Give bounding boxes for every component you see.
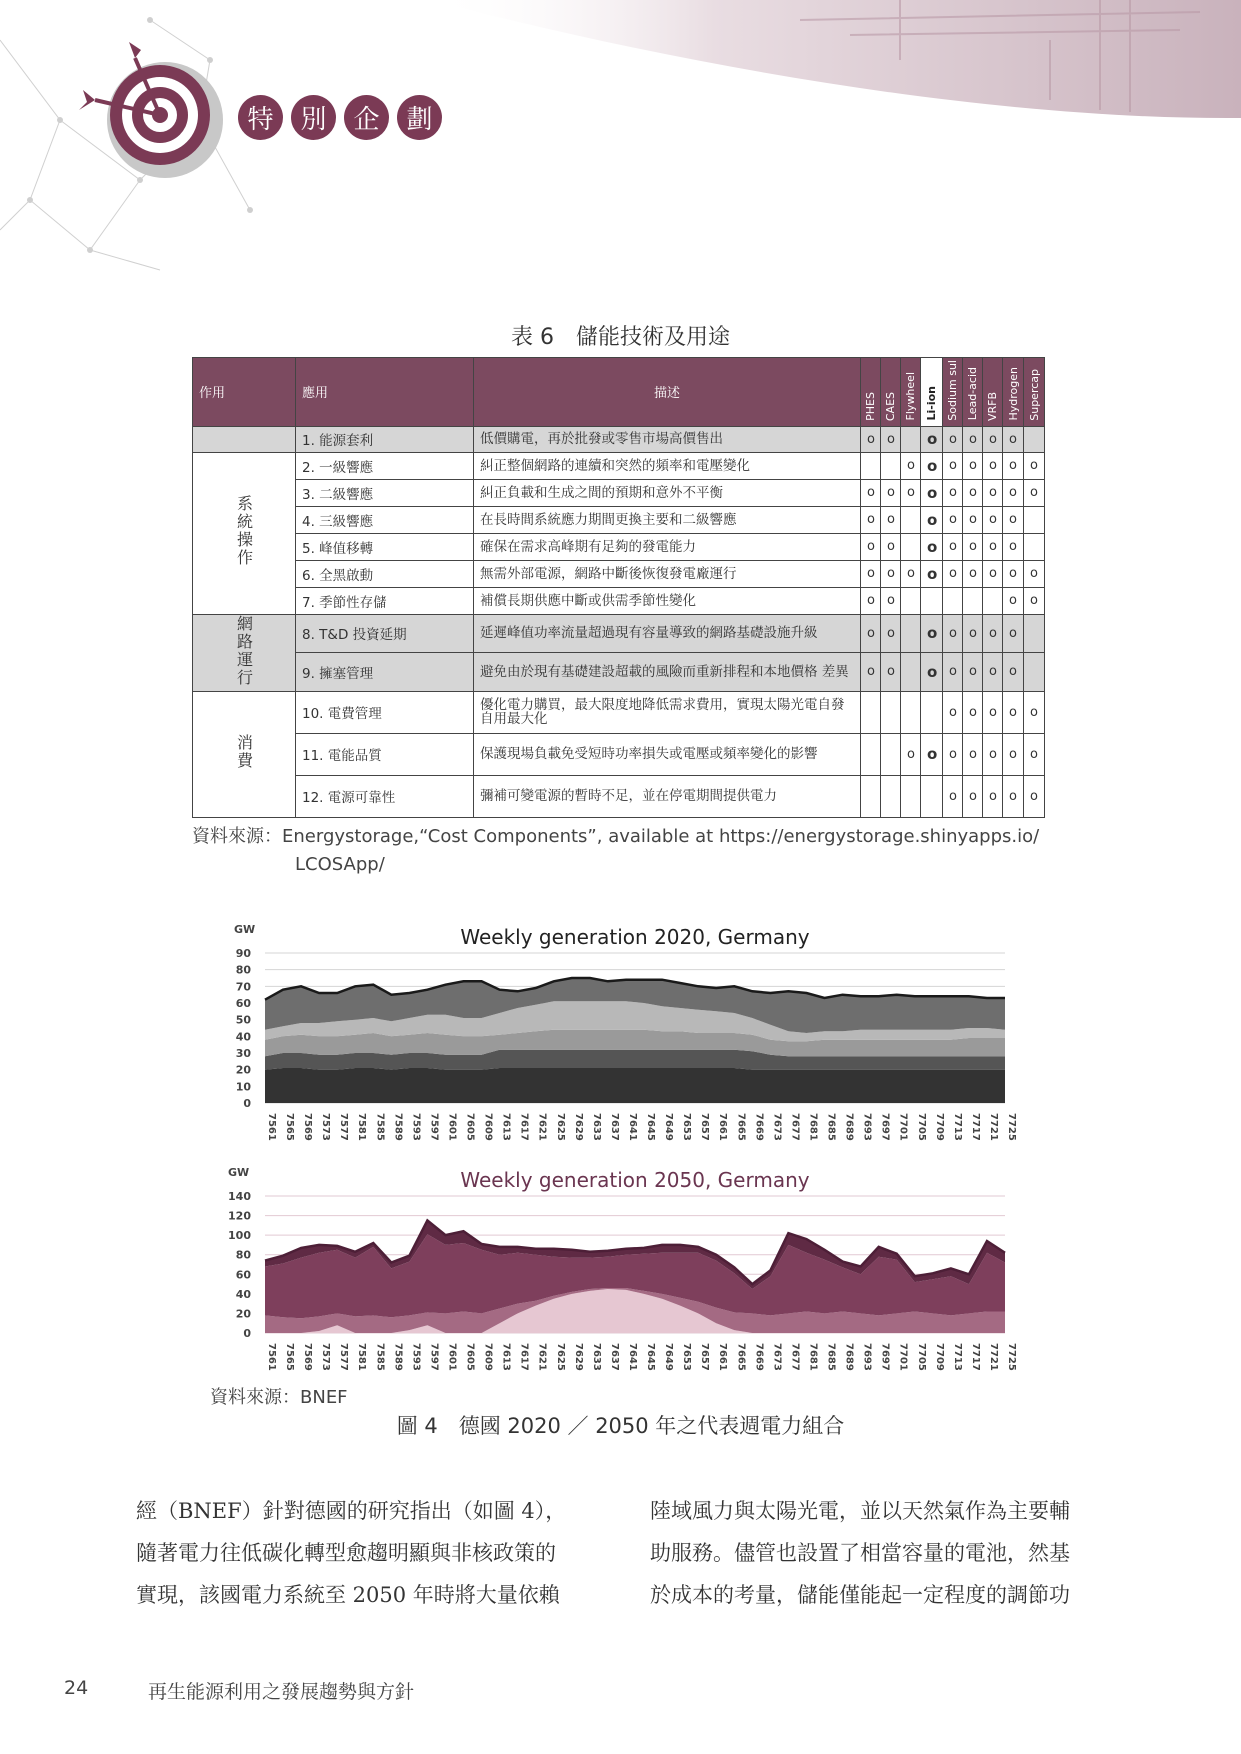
- tech-mark-cell: o: [963, 733, 983, 775]
- description-cell: 低價購電，再於批發或零售市場高價售出: [474, 426, 861, 452]
- x-tick-label: 7653: [681, 1113, 693, 1141]
- tech-mark-cell: [983, 587, 1003, 614]
- x-tick-label: 7613: [500, 1343, 512, 1371]
- tech-mark-cell: o: [1003, 614, 1024, 653]
- description-cell: 補償長期供應中斷或供需季節性變化: [474, 587, 861, 614]
- x-tick-label: 7609: [482, 1113, 494, 1141]
- tech-mark-cell: o: [943, 506, 963, 533]
- target-icon: [79, 42, 223, 178]
- x-tick-label: 7689: [843, 1343, 855, 1371]
- tech-mark-cell: o: [963, 533, 983, 560]
- x-tick-label: 7637: [608, 1343, 620, 1371]
- x-tick-label: 7673: [771, 1343, 783, 1371]
- y-tick-label: 20: [235, 1063, 251, 1077]
- tech-mark-cell: o: [1003, 653, 1024, 692]
- y-tick-label: 20: [235, 1307, 251, 1321]
- figure-caption: 圖 4 德國 2020 ／ 2050 年之代表週電力組合: [396, 1414, 845, 1438]
- section-badge: 企: [344, 95, 389, 140]
- application-cell: 2. 一級響應: [296, 452, 474, 479]
- body-line: 實現，該國電力系統至 2050 年時將大量依賴: [136, 1583, 560, 1607]
- description-cell: 在長時間系統應力期間更換主要和二級響應: [474, 506, 861, 533]
- tech-mark-cell: [881, 775, 901, 817]
- tech-mark-cell: o: [983, 691, 1003, 733]
- tech-mark-cell: [901, 533, 921, 560]
- y-tick-label: 30: [235, 1047, 251, 1060]
- tech-mark-cell: [963, 587, 983, 614]
- x-tick-label: 7681: [807, 1343, 819, 1371]
- group-cell: [193, 426, 296, 452]
- tech-mark-cell: [861, 452, 881, 479]
- chart-title: Weekly generation 2020, Germany: [460, 925, 810, 949]
- tech-mark-cell: o: [943, 479, 963, 506]
- tech-mark-cell: o: [943, 733, 963, 775]
- application-cell: 6. 全黑啟動: [296, 560, 474, 587]
- tech-mark-cell: [1024, 506, 1045, 533]
- x-tick-label: 7629: [572, 1113, 584, 1141]
- table-row: [193, 452, 1045, 479]
- application-cell: 9. 擁塞管理: [296, 653, 474, 692]
- header-tech: Supercap: [1024, 358, 1045, 427]
- header-application: 應用: [296, 358, 474, 427]
- x-tick-label: 7649: [663, 1343, 675, 1371]
- body-line: 隨著電力往低碳化轉型愈趨明顯與非核政策的: [136, 1541, 556, 1565]
- x-tick-label: 7585: [374, 1113, 386, 1141]
- x-tick-label: 7625: [554, 1343, 566, 1371]
- table-row: [193, 653, 1045, 692]
- tech-mark-cell: o: [963, 653, 983, 692]
- tech-mark-cell: [901, 653, 921, 692]
- tech-mark-cell: o: [983, 506, 1003, 533]
- tech-mark-cell: o: [881, 653, 901, 692]
- tech-mark-cell: o: [881, 560, 901, 587]
- tech-mark-cell: o: [983, 452, 1003, 479]
- tech-mark-cell: o: [921, 653, 943, 692]
- tech-mark-cell: [861, 775, 881, 817]
- application-cell: 11. 電能品質: [296, 733, 474, 775]
- tech-mark-cell: o: [1024, 479, 1045, 506]
- tech-mark-cell: [943, 587, 963, 614]
- header-tech: Hydrogen: [1003, 358, 1024, 427]
- x-tick-label: 7597: [428, 1343, 440, 1371]
- tech-mark-cell: o: [983, 733, 1003, 775]
- tech-mark-cell: o: [963, 691, 983, 733]
- page-number: 24: [64, 1677, 89, 1699]
- x-tick-label: 7561: [266, 1113, 277, 1141]
- x-tick-label: 7569: [302, 1113, 314, 1141]
- x-tick-label: 7601: [446, 1113, 458, 1141]
- x-tick-label: 7621: [536, 1113, 548, 1141]
- tech-mark-cell: o: [901, 733, 921, 775]
- tech-mark-cell: o: [921, 479, 943, 506]
- x-tick-label: 7565: [284, 1343, 296, 1371]
- x-tick-label: 7593: [410, 1113, 422, 1141]
- x-tick-label: 7581: [356, 1343, 368, 1371]
- x-tick-label: 7657: [699, 1113, 711, 1141]
- tech-mark-cell: o: [1003, 506, 1024, 533]
- x-tick-label: 7653: [681, 1343, 693, 1371]
- y-axis-label: GW: [228, 1166, 250, 1179]
- application-cell: 3. 二級響應: [296, 479, 474, 506]
- x-tick-label: 7701: [897, 1113, 909, 1141]
- x-tick-label: 7589: [392, 1343, 404, 1371]
- table-source-line: 資料來源：Energystorage,“Cost Components”, available at https://energystorage.shinyapps.io/: [192, 826, 1040, 847]
- tech-mark-cell: o: [861, 587, 881, 614]
- x-tick-label: 7721: [987, 1113, 999, 1141]
- table-source: [192, 823, 1072, 879]
- application-cell: 1. 能源套利: [296, 426, 474, 452]
- tech-mark-cell: o: [963, 479, 983, 506]
- x-tick-label: 7677: [789, 1113, 801, 1141]
- body-line: 陸域風力與太陽光電，並以天然氣作為主要輔: [650, 1499, 1070, 1523]
- tech-mark-cell: o: [881, 479, 901, 506]
- y-tick-label: 40: [235, 1030, 251, 1044]
- tech-mark-cell: [901, 426, 921, 452]
- tech-mark-cell: o: [921, 614, 943, 653]
- tech-mark-cell: [901, 775, 921, 817]
- tech-mark-cell: o: [1003, 775, 1024, 817]
- area-series-base: [265, 1068, 1005, 1103]
- header-tech: VRFB: [983, 358, 1003, 427]
- table-row: [193, 691, 1045, 733]
- x-tick-label: 7645: [645, 1343, 657, 1371]
- x-tick-label: 7709: [933, 1343, 945, 1371]
- x-tick-label: 7725: [1006, 1343, 1017, 1371]
- x-tick-label: 7649: [663, 1113, 675, 1141]
- body-line: 助服務。儘管也設置了相當容量的電池，然基: [650, 1541, 1070, 1565]
- x-tick-label: 7569: [302, 1343, 314, 1371]
- tech-mark-cell: o: [983, 533, 1003, 560]
- y-tick-label: 120: [228, 1209, 251, 1223]
- x-tick-label: 7621: [536, 1343, 548, 1371]
- x-tick-label: 7577: [338, 1113, 350, 1141]
- tech-mark-cell: o: [943, 452, 963, 479]
- tech-mark-cell: o: [861, 614, 881, 653]
- chart-2020: [220, 920, 1020, 1150]
- y-tick-label: 70: [235, 980, 251, 994]
- tech-mark-cell: o: [943, 691, 963, 733]
- application-cell: 7. 季節性存儲: [296, 587, 474, 614]
- x-tick-label: 7645: [645, 1113, 657, 1141]
- header-tech: Lead-acid: [963, 358, 983, 427]
- application-cell: 8. T&D 投資延期: [296, 614, 474, 653]
- x-tick-label: 7661: [717, 1343, 729, 1371]
- tech-mark-cell: o: [881, 506, 901, 533]
- x-tick-label: 7617: [518, 1113, 530, 1141]
- section-badge: 劃: [397, 95, 442, 140]
- tech-mark-cell: o: [983, 775, 1003, 817]
- table-row: [193, 479, 1045, 506]
- tech-mark-cell: [1024, 653, 1045, 692]
- y-tick-label: 50: [235, 1013, 251, 1027]
- x-tick-label: 7689: [843, 1113, 855, 1141]
- x-tick-label: 7665: [735, 1113, 747, 1141]
- y-tick-label: 60: [235, 1268, 251, 1282]
- x-tick-label: 7565: [284, 1113, 296, 1141]
- tech-mark-cell: o: [1003, 533, 1024, 560]
- tech-mark-cell: [901, 614, 921, 653]
- storage-table: [192, 357, 1044, 818]
- x-tick-label: 7585: [374, 1343, 386, 1371]
- header-tech: Flywheel: [901, 358, 921, 427]
- y-tick-label: 80: [235, 963, 251, 977]
- body-column-right: [650, 1490, 1110, 1616]
- header-tech: Li-ion: [921, 358, 943, 427]
- x-tick-label: 7641: [626, 1343, 638, 1371]
- x-tick-label: 7589: [392, 1113, 404, 1141]
- tech-mark-cell: o: [943, 560, 963, 587]
- x-tick-label: 7597: [428, 1113, 440, 1141]
- y-tick-label: 10: [235, 1080, 251, 1094]
- x-tick-label: 7633: [590, 1343, 602, 1371]
- table-row: [193, 426, 1045, 452]
- tech-mark-cell: [1024, 533, 1045, 560]
- group-cell: 系統操作: [193, 452, 296, 614]
- x-tick-label: 7581: [356, 1113, 368, 1141]
- y-tick-label: 60: [235, 997, 251, 1010]
- x-tick-label: 7681: [807, 1113, 819, 1141]
- table-row: [193, 733, 1045, 775]
- tech-mark-cell: [881, 452, 901, 479]
- table-row: [193, 587, 1045, 614]
- x-tick-label: 7561: [266, 1343, 277, 1371]
- x-tick-label: 7717: [969, 1343, 981, 1371]
- header-decoration: [0, 0, 1241, 300]
- header-tech: PHES: [861, 358, 881, 427]
- tech-mark-cell: o: [861, 479, 881, 506]
- tech-mark-cell: o: [921, 452, 943, 479]
- x-tick-label: 7673: [771, 1113, 783, 1141]
- tech-mark-cell: o: [881, 533, 901, 560]
- x-tick-label: 7573: [320, 1343, 332, 1371]
- y-tick-label: 100: [228, 1229, 251, 1243]
- x-tick-label: 7713: [951, 1343, 963, 1371]
- figure-source: 資料來源：BNEF: [210, 1387, 348, 1408]
- tech-mark-cell: o: [1003, 452, 1024, 479]
- x-tick-label: 7605: [464, 1343, 476, 1371]
- tech-mark-cell: o: [1024, 452, 1045, 479]
- body-column-left: [136, 1490, 596, 1616]
- tech-mark-cell: [881, 733, 901, 775]
- tech-mark-cell: o: [921, 733, 943, 775]
- description-cell: 優化電力購買，最大限度地降低需求費用，實現太陽光電自發自用最大化: [474, 691, 861, 733]
- tech-mark-cell: o: [901, 452, 921, 479]
- tech-mark-cell: o: [921, 533, 943, 560]
- application-cell: 10. 電費管理: [296, 691, 474, 733]
- header-description: 描述: [474, 358, 861, 427]
- x-tick-label: 7633: [590, 1113, 602, 1141]
- table-row: [193, 533, 1045, 560]
- body-line: 於成本的考量，儲能僅能起一定程度的調節功: [650, 1583, 1070, 1607]
- tech-mark-cell: o: [1024, 587, 1045, 614]
- tech-mark-cell: o: [921, 560, 943, 587]
- x-tick-label: 7713: [951, 1113, 963, 1141]
- application-cell: 5. 峰值移轉: [296, 533, 474, 560]
- header-role: 作用: [193, 358, 296, 427]
- tech-mark-cell: [901, 691, 921, 733]
- tech-mark-cell: o: [943, 775, 963, 817]
- description-cell: 延遲峰值功率流量超過現有容量導致的網路基礎設施升級: [474, 614, 861, 653]
- tech-mark-cell: o: [943, 614, 963, 653]
- x-tick-label: 7641: [626, 1113, 638, 1141]
- y-tick-label: 0: [243, 1327, 251, 1340]
- tech-mark-cell: [921, 587, 943, 614]
- y-tick-label: 140: [228, 1190, 251, 1203]
- description-cell: 確保在需求高峰期有足夠的發電能力: [474, 533, 861, 560]
- chart-2050: [220, 1163, 1020, 1381]
- x-tick-label: 7617: [518, 1343, 530, 1371]
- tech-mark-cell: o: [1003, 479, 1024, 506]
- tech-mark-cell: o: [921, 426, 943, 452]
- table-row: [193, 775, 1045, 817]
- tech-mark-cell: o: [963, 506, 983, 533]
- y-axis-label: GW: [234, 923, 256, 936]
- x-tick-label: 7593: [410, 1343, 422, 1371]
- footer-title: 再生能源利用之發展趨勢與方針: [148, 1681, 415, 1703]
- x-tick-label: 7629: [572, 1343, 584, 1371]
- x-tick-label: 7605: [464, 1113, 476, 1141]
- tech-mark-cell: o: [881, 614, 901, 653]
- x-tick-label: 7721: [987, 1343, 999, 1371]
- table-source-line: LCOSApp/: [295, 854, 385, 875]
- tech-mark-cell: o: [1024, 560, 1045, 587]
- x-tick-label: 7725: [1006, 1113, 1017, 1141]
- tech-mark-cell: o: [1003, 426, 1024, 452]
- x-tick-label: 7657: [699, 1343, 711, 1371]
- tech-mark-cell: o: [963, 775, 983, 817]
- tech-mark-cell: [1024, 614, 1045, 653]
- tech-mark-cell: o: [943, 653, 963, 692]
- x-tick-label: 7677: [789, 1343, 801, 1371]
- tech-mark-cell: [861, 691, 881, 733]
- group-cell: 消費: [193, 691, 296, 817]
- tech-mark-cell: [881, 691, 901, 733]
- description-cell: 彌補可變電源的暫時不足，並在停電期間提供電力: [474, 775, 861, 817]
- group-cell: 網路運行: [193, 614, 296, 691]
- y-tick-label: 40: [235, 1287, 251, 1301]
- tech-mark-cell: o: [1003, 733, 1024, 775]
- tech-mark-cell: o: [1024, 733, 1045, 775]
- tech-mark-cell: [1024, 426, 1045, 452]
- x-tick-label: 7669: [753, 1113, 765, 1141]
- tech-mark-cell: o: [943, 533, 963, 560]
- table-row: [193, 560, 1045, 587]
- header-tech: Sodium sul: [943, 358, 963, 427]
- tech-mark-cell: o: [881, 426, 901, 452]
- tech-mark-cell: o: [1003, 560, 1024, 587]
- x-tick-label: 7709: [933, 1113, 945, 1141]
- tech-mark-cell: o: [921, 506, 943, 533]
- tech-mark-cell: o: [1024, 691, 1045, 733]
- y-tick-label: 80: [235, 1248, 251, 1262]
- tech-mark-cell: o: [983, 614, 1003, 653]
- description-cell: 糾正負載和生成之間的預期和意外不平衡: [474, 479, 861, 506]
- x-tick-label: 7613: [500, 1113, 512, 1141]
- x-tick-label: 7625: [554, 1113, 566, 1141]
- tech-mark-cell: o: [861, 426, 881, 452]
- tech-mark-cell: o: [1003, 691, 1024, 733]
- tech-mark-cell: o: [983, 560, 1003, 587]
- tech-mark-cell: o: [861, 653, 881, 692]
- tech-mark-cell: o: [881, 587, 901, 614]
- tech-mark-cell: o: [1003, 587, 1024, 614]
- x-tick-label: 7697: [879, 1343, 891, 1371]
- x-tick-label: 7685: [825, 1343, 837, 1371]
- tech-mark-cell: o: [943, 426, 963, 452]
- tech-mark-cell: o: [1024, 775, 1045, 817]
- tech-mark-cell: [901, 587, 921, 614]
- x-tick-label: 7609: [482, 1343, 494, 1371]
- x-tick-label: 7665: [735, 1343, 747, 1371]
- table-row: [193, 506, 1045, 533]
- tech-mark-cell: o: [861, 533, 881, 560]
- tech-mark-cell: o: [901, 560, 921, 587]
- x-tick-label: 7669: [753, 1343, 765, 1371]
- x-tick-label: 7637: [608, 1113, 620, 1141]
- tech-mark-cell: o: [983, 426, 1003, 452]
- application-cell: 4. 三級響應: [296, 506, 474, 533]
- x-tick-label: 7601: [446, 1343, 458, 1371]
- x-tick-label: 7573: [320, 1113, 332, 1141]
- description-cell: 保護現場負載免受短時功率損失或電壓或頻率變化的影響: [474, 733, 861, 775]
- y-tick-label: 90: [235, 947, 251, 960]
- tech-mark-cell: o: [963, 426, 983, 452]
- tech-mark-cell: o: [963, 452, 983, 479]
- x-tick-label: 7661: [717, 1113, 729, 1141]
- chart-title: Weekly generation 2050, Germany: [460, 1168, 810, 1192]
- x-tick-label: 7705: [915, 1343, 927, 1371]
- x-tick-label: 7577: [338, 1343, 350, 1371]
- tech-mark-cell: [921, 691, 943, 733]
- tech-mark-cell: o: [963, 614, 983, 653]
- x-tick-label: 7717: [969, 1113, 981, 1141]
- section-badge: 別: [291, 95, 336, 140]
- tech-mark-cell: [901, 506, 921, 533]
- tech-mark-cell: o: [861, 560, 881, 587]
- application-cell: 12. 電源可靠性: [296, 775, 474, 817]
- x-tick-label: 7697: [879, 1113, 891, 1141]
- tech-mark-cell: o: [963, 560, 983, 587]
- x-tick-label: 7693: [861, 1113, 873, 1141]
- y-tick-label: 0: [243, 1097, 251, 1110]
- x-tick-label: 7705: [915, 1113, 927, 1141]
- header-tech: CAES: [881, 358, 901, 427]
- description-cell: 無需外部電源，網路中斷後恢復發電廠運行: [474, 560, 861, 587]
- tech-mark-cell: [861, 733, 881, 775]
- x-tick-label: 7701: [897, 1343, 909, 1371]
- description-cell: 糾正整個網路的連續和突然的頻率和電壓變化: [474, 452, 861, 479]
- tech-mark-cell: [921, 775, 943, 817]
- description-cell: 避免由於現有基礎建設超載的風險而重新排程和本地價格 差異: [474, 653, 861, 692]
- body-line: 經（BNEF）針對德國的研究指出（如圖 4），: [136, 1499, 567, 1523]
- section-badges: [238, 95, 442, 140]
- x-tick-label: 7693: [861, 1343, 873, 1371]
- table-title: 表 6 儲能技術及用途: [511, 325, 730, 350]
- tech-mark-cell: o: [983, 479, 1003, 506]
- x-tick-label: 7685: [825, 1113, 837, 1141]
- section-badge: 特: [238, 95, 283, 140]
- tech-mark-cell: o: [861, 506, 881, 533]
- tech-mark-cell: o: [901, 479, 921, 506]
- table-row: [193, 614, 1045, 653]
- header-photo-band: [430, 0, 1241, 118]
- tech-mark-cell: o: [983, 653, 1003, 692]
